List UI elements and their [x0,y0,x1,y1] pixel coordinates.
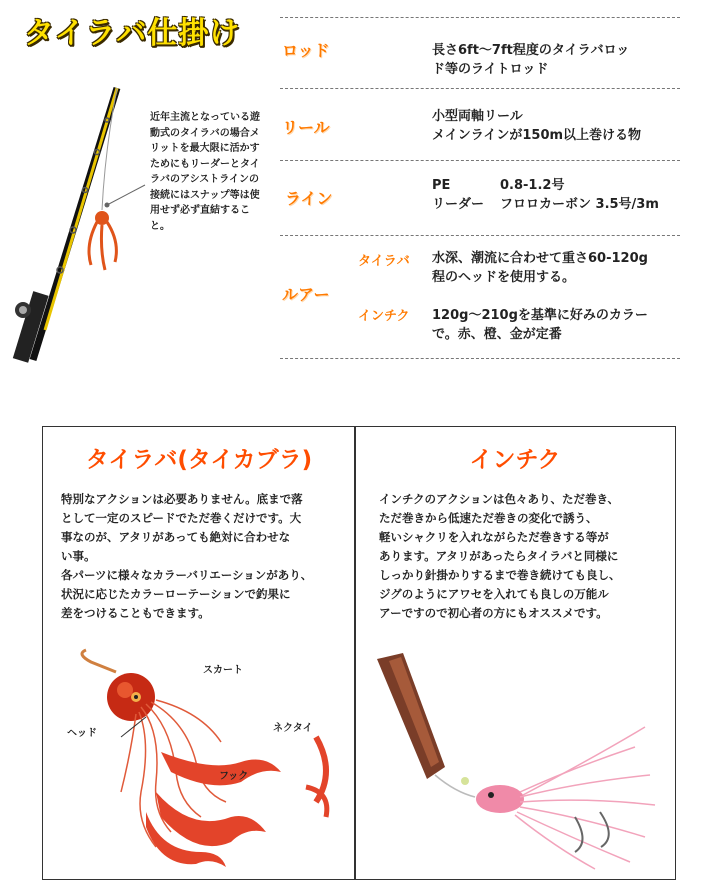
tairaba-box [42,426,356,880]
inchiku-label: インチク [358,309,410,324]
rod-spec-line-1: 長さ6ft～7ft程度のタイラバロッ [432,43,630,58]
inchiku-description [379,490,671,623]
rod-illustration [5,70,155,370]
rod-spec-line-2: ド等のライトロッド [432,62,549,77]
reel-spec [432,107,641,145]
tairaba-spec-line-1: 水深、潮流に合わせて重さ60-120g [432,251,648,266]
leader-label: リーダー [432,197,485,212]
part-label-skirt: スカート [203,665,243,676]
rod-spec [432,41,629,79]
reel-spec-line-2: メインラインが150m以上巻ける物 [432,128,642,143]
inchiku-illustration [365,647,665,875]
divider [280,160,680,161]
tairaba-spec [432,249,648,287]
inchiku-box [354,426,676,880]
inchiku-spec-line-2: で。赤、橙、金が定番 [432,327,562,342]
tairaba-description [61,490,351,623]
inchiku-desc-line: アーですので初心者の方にもオススメです。 [379,606,608,620]
inchiku-spec-line-1: 120g～210gを基準に好みのカラー [432,308,648,323]
inchiku-desc-line: しっかり針掛かりするまで巻き続けても良し、 [379,568,621,582]
part-label-head: ヘッド [67,728,97,739]
tairaba-box-title: タイラバ(タイカブラ) [85,447,313,473]
divider [280,358,680,359]
rod-note: 近年主流となっている遊動式のタイラバの場合メリットを最大限に活かすためにもリーダーとタイラバのアシストラインの接続にはスナップ等は使用せず必ず直結すること。 [150,112,260,232]
inchiku-box-title: インチク [469,447,561,473]
inchiku-desc-line: インチクのアクションは色々あり、ただ巻き、 [379,492,620,506]
tairaba-desc-line: 事なのが、アタリがあっても絶対に合わせな [61,530,291,544]
inchiku-desc-line: ただ巻きから低速ただ巻きの変化で誘う、 [379,511,598,525]
page-title: タイラバ仕掛け [24,16,241,51]
inchiku-desc-line: ジグのようにアワセを入れても良しの万能ル [379,587,609,601]
tairaba-desc-line: い事。 [61,549,96,563]
inchiku-desc-line: あります。アタリがあったらタイラバと同様に [379,549,619,563]
lure-label: ルアー [282,285,330,304]
tairaba-illustration [61,642,351,872]
reel-spec-line-1: 小型両軸リール [432,109,523,124]
divider [280,88,680,89]
tairaba-desc-line: 特別なアクションは必要ありません。底まで落 [61,492,303,506]
line-label: ライン [285,189,333,208]
divider [280,235,680,236]
reel-label: リール [282,118,330,137]
divider [280,17,680,18]
tairaba-label: タイラバ [358,254,410,269]
pe-label: PE [432,178,451,193]
leader-value: フロロカーボン 3.5号/3m [500,197,659,212]
tairaba-desc-line: 状況に応じたカラーローテーションで釣果に [61,587,291,601]
part-label-necktie: ネクタイ [273,723,313,734]
part-label-hook: フック [219,771,249,782]
inchiku-spec [432,306,648,344]
tairaba-desc-line: 差をつけることもできます。 [61,606,210,620]
tairaba-desc-line: として一定のスピードでただ巻くだけです。大 [61,511,302,525]
inchiku-desc-line: 軽いシャクリを入れながらただ巻きする等が [379,530,609,544]
tairaba-spec-line-2: 程のヘッドを使用する。 [432,270,576,285]
tairaba-desc-line: 各パーツに様々なカラーバリエーションがあり、 [61,568,313,582]
pe-value: 0.8-1.2号 [500,178,565,193]
rod-label: ロッド [282,41,330,60]
